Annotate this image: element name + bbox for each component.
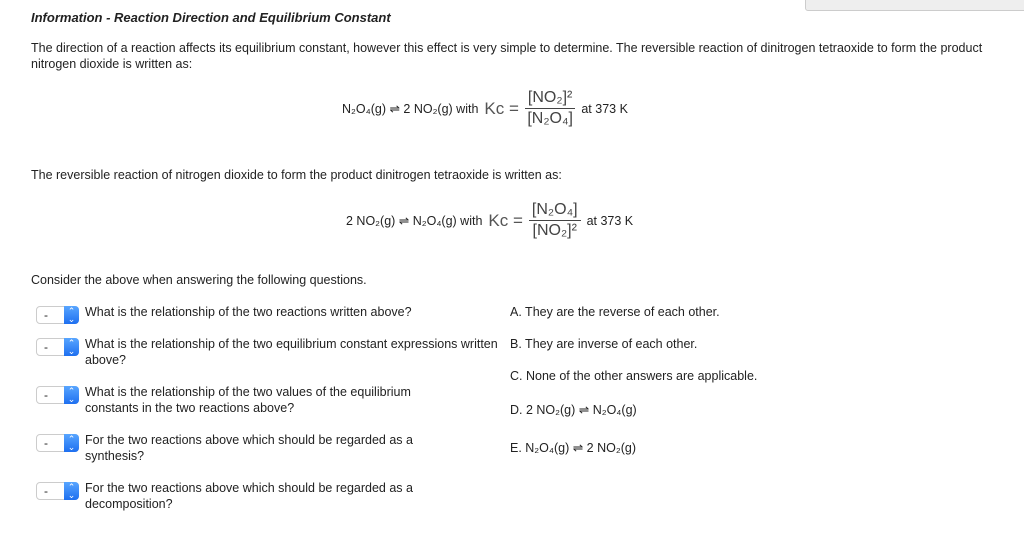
answer-select-2[interactable]: [36, 338, 79, 356]
denominator: [NO₂]²: [532, 222, 577, 239]
equation-2: [346, 200, 633, 241]
numerator: [N₂O₄]: [529, 200, 581, 221]
answer-option-b: B. They are inverse of each other.: [510, 337, 698, 351]
equation-1: [342, 88, 628, 129]
question-5: For the two reactions above which should be regarded as a decomposition?: [85, 481, 413, 511]
kc-label: Kc =: [488, 210, 523, 230]
chevron-updown-icon: ⌃ ⌄: [64, 482, 79, 500]
denominator: [N₂O₄]: [527, 110, 573, 127]
kc-fraction: [525, 88, 575, 129]
reaction: N₂O₄(g) ⇌ 2 NO₂(g) with: [342, 102, 479, 116]
consider-text: Consider the above when answering the following questions.: [31, 273, 367, 287]
question-4: For the two reactions above which should be regarded as a synthesis?: [85, 433, 413, 463]
temperature: at 373 K: [586, 213, 634, 228]
numerator: [NO₂]²: [525, 88, 575, 109]
reaction: 2 NO₂(g) ⇌ N₂O₄(g) with: [346, 214, 483, 228]
chevron-updown-icon: ⌃ ⌄: [64, 338, 79, 356]
answer-option-a: A. They are the reverse of each other.: [510, 305, 720, 319]
selected-value: -: [44, 388, 48, 402]
chevron-updown-icon: ⌃ ⌄: [64, 434, 79, 452]
top-panel: [805, 0, 1024, 11]
question-2: What is the relationship of the two equilibrium constant expressions written above?: [85, 337, 498, 367]
page-title: Information - Reaction Direction and Equilibrium Constant: [31, 10, 391, 25]
answer-select-4[interactable]: [36, 434, 79, 452]
question-1: What is the relationship of the two reactions written above?: [85, 305, 412, 319]
kc-label: Kc =: [484, 98, 519, 118]
answer-select-1[interactable]: [36, 306, 79, 324]
selected-value: -: [44, 436, 48, 450]
temperature: at 373 K: [581, 101, 628, 116]
chevron-updown-icon: ⌃ ⌄: [64, 306, 79, 324]
intro-text: The direction of a reaction affects its equilibrium constant, however this effect is very simple to determine. The reversible reaction of dinitrogen tetraoxide to form the product nitrogen dioxide is written as:: [31, 41, 983, 71]
answer-option-d: D. 2 NO₂(g) ⇌ N₂O₄(g): [510, 403, 637, 417]
selected-value: -: [44, 484, 48, 498]
chevron-updown-icon: ⌃ ⌄: [64, 386, 79, 404]
answer-select-3[interactable]: [36, 386, 79, 404]
selected-value: -: [44, 340, 48, 354]
answer-option-e: E. N₂O₄(g) ⇌ 2 NO₂(g): [510, 441, 636, 455]
question-3: What is the relationship of the two values of the equilibrium constants in the two reactions above?: [85, 385, 411, 415]
answer-select-5[interactable]: [36, 482, 79, 500]
answer-option-c: C. None of the other answers are applicable.: [510, 369, 758, 383]
selected-value: -: [44, 308, 48, 322]
kc-fraction: [529, 200, 581, 241]
mid-text: The reversible reaction of nitrogen dioxide to form the product dinitrogen tetraoxide is written as:: [31, 168, 562, 182]
